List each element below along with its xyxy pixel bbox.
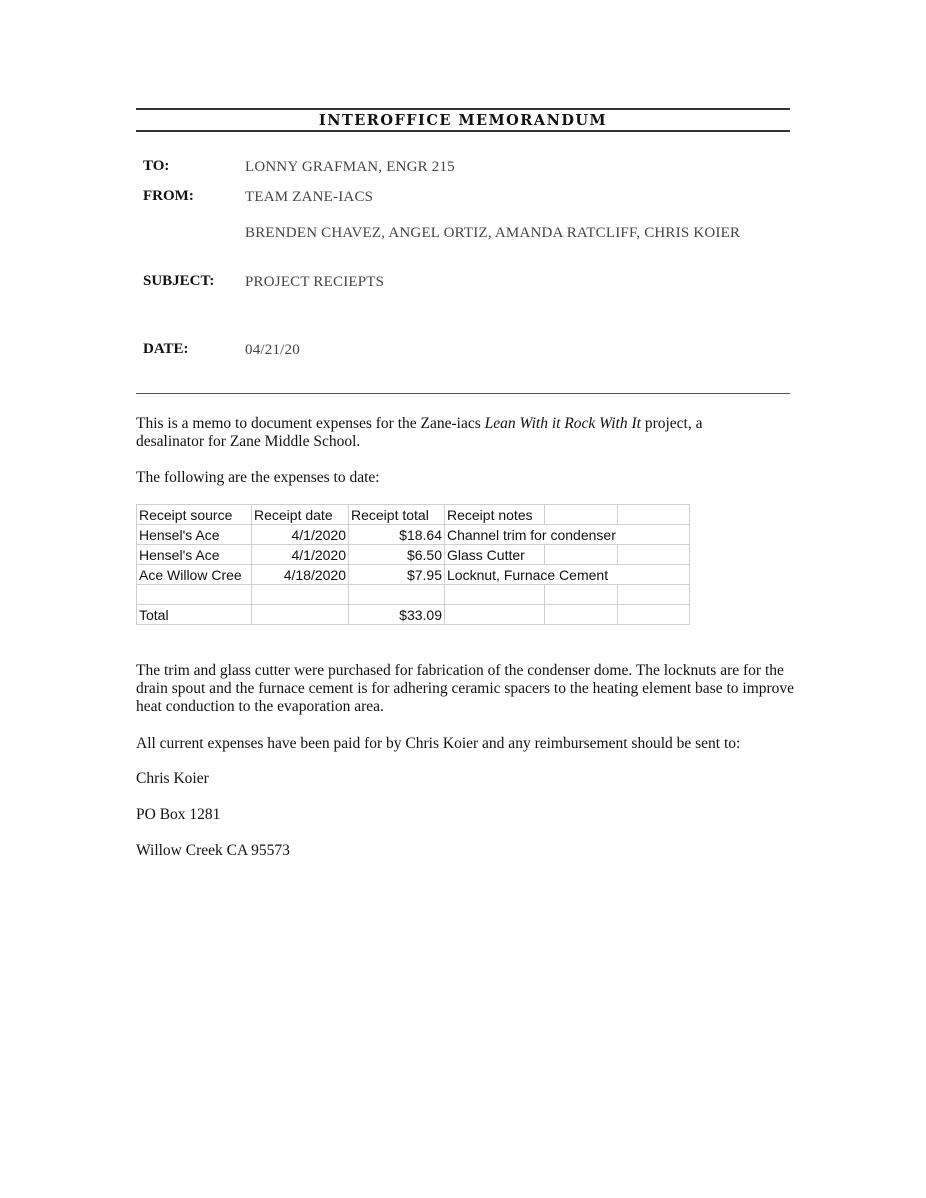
header-cell: Receipt source <box>137 505 252 525</box>
source-cell: Ace Willow Cree <box>137 565 252 585</box>
empty-cell <box>349 585 445 605</box>
table-row-empty <box>137 585 690 605</box>
empty-cell <box>618 585 690 605</box>
intro-text-after: project, a desalinator for Zane Middle School. <box>136 415 703 450</box>
total-label-cell: Total <box>137 605 252 625</box>
address-name: Chris Koier <box>136 770 209 787</box>
table-total-row <box>137 605 690 625</box>
grand-total-cell: $33.09 <box>349 605 445 625</box>
date-value: 04/21/20 <box>245 342 300 358</box>
header-cell: Receipt notes <box>445 505 545 525</box>
header-cell: Receipt date <box>252 505 349 525</box>
top-rule <box>136 108 790 110</box>
notes-cell: Locknut, Furnace Cement <box>445 565 690 585</box>
memo-title: INTEROFFICE MEMORANDUM <box>318 112 608 129</box>
expenses-intro: The following are the expenses to date: <box>136 469 380 486</box>
to-label: TO: <box>143 158 170 174</box>
total-cell: $7.95 <box>349 565 445 585</box>
intro-paragraph <box>136 415 766 451</box>
empty-cell <box>545 505 618 525</box>
table-header-row <box>137 505 690 525</box>
from-members: BRENDEN CHAVEZ, ANGEL ORTIZ, AMANDA RATCLIFF, CHRIS KOIER <box>245 225 741 241</box>
source-cell: Hensel's Ace <box>137 525 252 545</box>
empty-cell <box>445 605 545 625</box>
table-row <box>137 565 690 585</box>
source-cell: Hensel's Ace <box>137 545 252 565</box>
date-cell: 4/18/2020 <box>252 565 349 585</box>
notes-cell: Channel trim for condenser <box>445 525 690 545</box>
empty-cell <box>618 605 690 625</box>
date-label: DATE: <box>143 341 189 357</box>
empty-cell <box>618 505 690 525</box>
intro-text-before: This is a memo to document expenses for the Zane-iacs <box>136 415 485 432</box>
empty-cell <box>545 545 618 565</box>
expenses-table <box>136 504 690 625</box>
payment-note: All current expenses have been paid for by Chris Koier and any reimbursement should be sent to: <box>136 735 741 752</box>
table-row <box>137 545 690 565</box>
from-label: FROM: <box>143 188 194 204</box>
total-cell: $6.50 <box>349 545 445 565</box>
empty-cell <box>545 605 618 625</box>
address-city: Willow Creek CA 95573 <box>136 842 290 859</box>
to-value: LONNY GRAFMAN, ENGR 215 <box>245 159 455 175</box>
date-cell: 4/1/2020 <box>252 525 349 545</box>
empty-cell <box>252 585 349 605</box>
table-row <box>137 525 690 545</box>
header-divider <box>136 393 790 394</box>
project-name: Lean With it Rock With It <box>484 415 641 432</box>
notes-cell: Glass Cutter <box>445 545 545 565</box>
total-cell: $18.64 <box>349 525 445 545</box>
empty-cell <box>252 605 349 625</box>
explanation-paragraph: The trim and glass cutter were purchased for fabrication of the condenser dome. The locknuts are for the drain spout and the furnace cement is for adhering ceramic spacers to the heating element base to improve heat conduction to the evaporation area. <box>136 662 795 715</box>
address-po-box: PO Box 1281 <box>136 806 221 823</box>
empty-cell <box>137 585 252 605</box>
header-cell: Receipt total <box>349 505 445 525</box>
empty-cell <box>445 585 545 605</box>
empty-cell <box>618 545 690 565</box>
subject-value: PROJECT RECIEPTS <box>245 274 385 290</box>
from-value: TEAM ZANE-IACS <box>245 189 374 205</box>
empty-cell <box>545 585 618 605</box>
title-underline <box>136 130 790 132</box>
date-cell: 4/1/2020 <box>252 545 349 565</box>
subject-label: SUBJECT: <box>143 273 215 289</box>
